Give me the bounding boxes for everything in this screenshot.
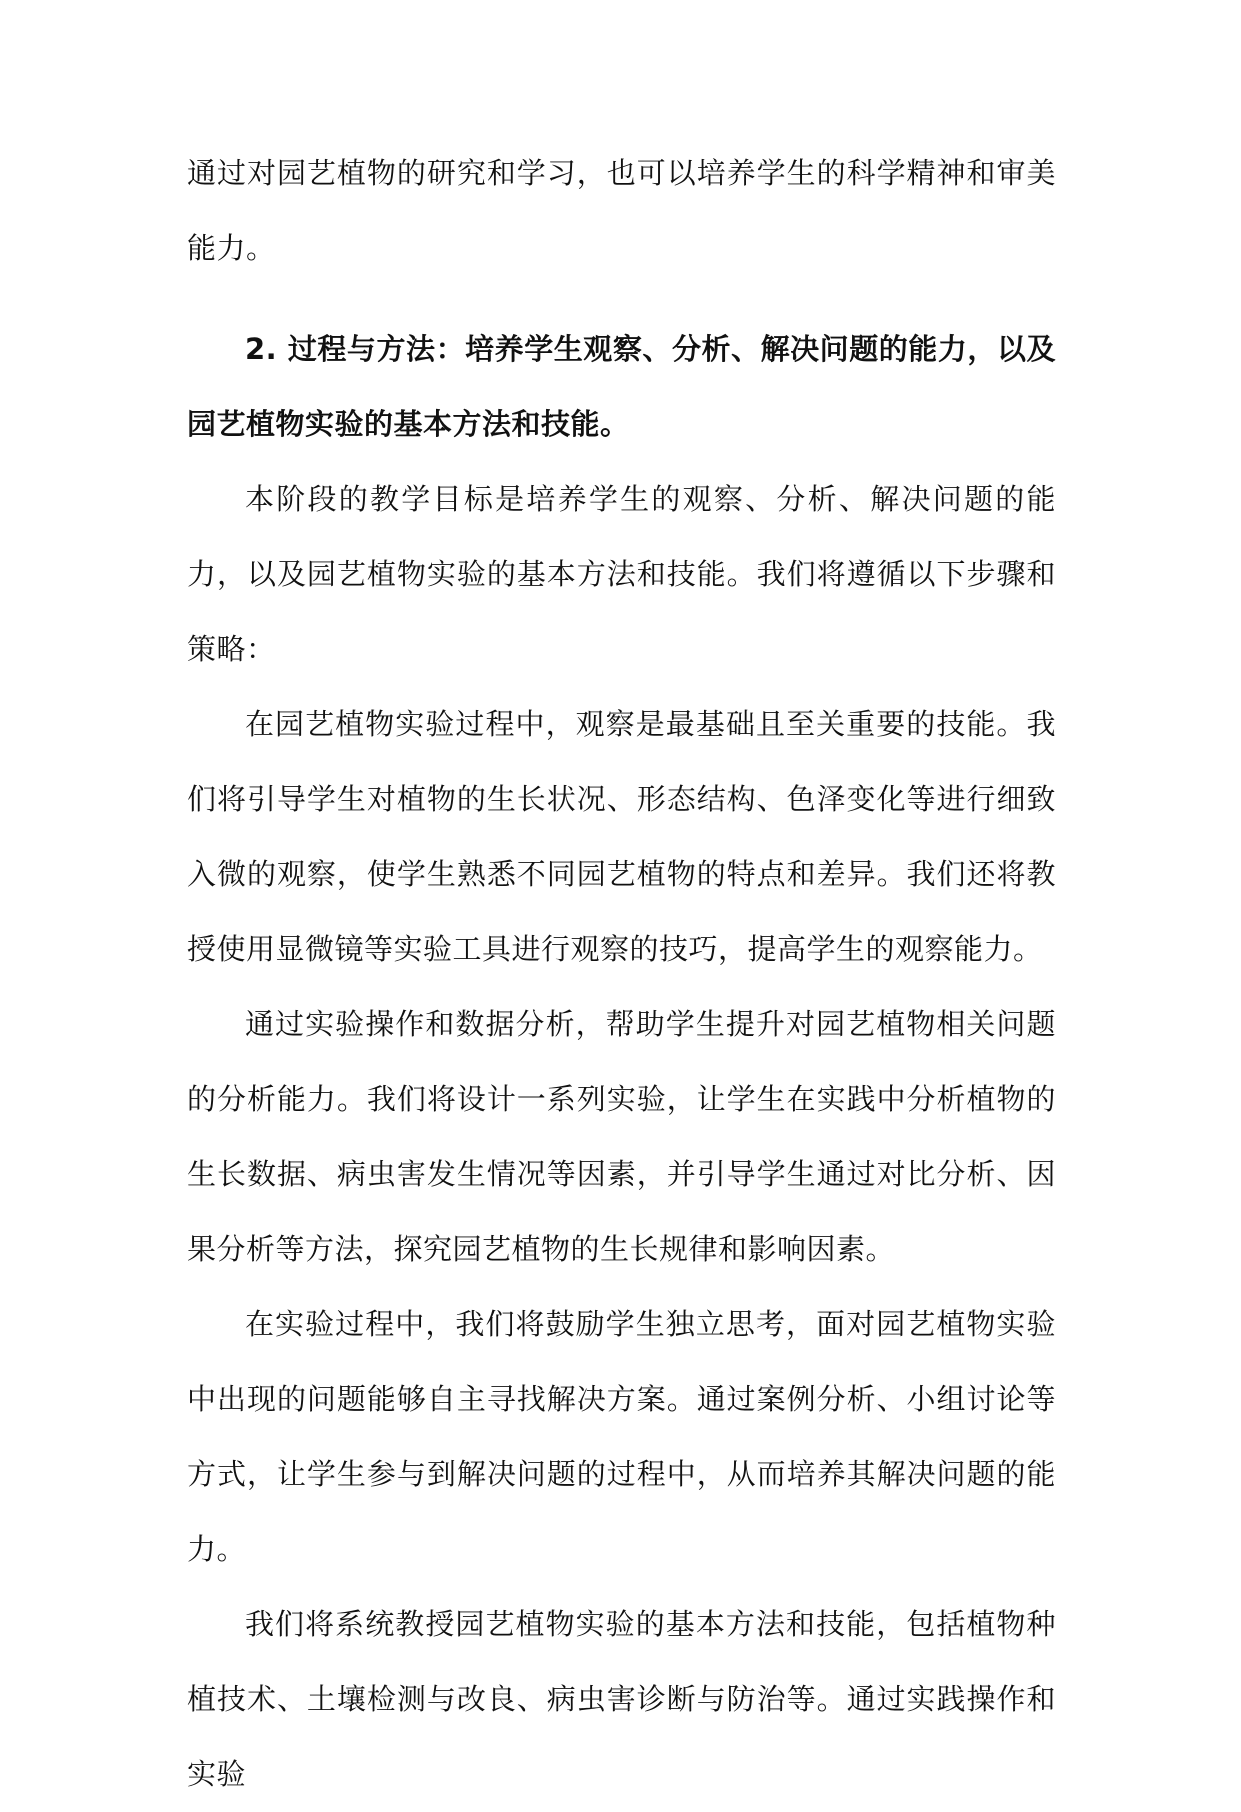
paragraph: 在园艺植物实验过程中，观察是最基础且至关重要的技能。我们将引导学生对植物的生长状况、形态结构、色泽变化等进行细致入微的观察，使学生熟悉不同园艺植物的特点和差异。我们还将教授使用显微镜等实验工具进行观察的技巧，提高学生的观察能力。	[187, 707, 1056, 966]
document-body	[187, 136, 1056, 1812]
paragraph-continued: 通过对园艺植物的研究和学习，也可以培养学生的科学精神和审美能力。	[187, 156, 1056, 265]
paragraph: 通过实验操作和数据分析，帮助学生提升对园艺植物相关问题的分析能力。我们将设计一系列实验，让学生在实践中分析植物的生长数据、病虫害发生情况等因素，并引导学生通过对比分析、因果分析等方法，探究园艺植物的生长规律和影响因素。	[187, 1007, 1056, 1266]
paragraph: 在实验过程中，我们将鼓励学生独立思考，面对园艺植物实验中出现的问题能够自主寻找解决方案。通过案例分析、小组讨论等方式，让学生参与到解决问题的过程中，从而培养其解决问题的能力。	[187, 1307, 1056, 1566]
section-heading: 2. 过程与方法：培养学生观察、分析、解决问题的能力，以及园艺植物实验的基本方法和技能。	[187, 332, 1056, 441]
paragraph: 本阶段的教学目标是培养学生的观察、分析、解决问题的能力，以及园艺植物实验的基本方法和技能。我们将遵循以下步骤和策略：	[187, 482, 1056, 666]
paragraph: 我们将系统教授园艺植物实验的基本方法和技能，包括植物种植技术、土壤检测与改良、病虫害诊断与防治等。通过实践操作和实验	[187, 1607, 1056, 1791]
